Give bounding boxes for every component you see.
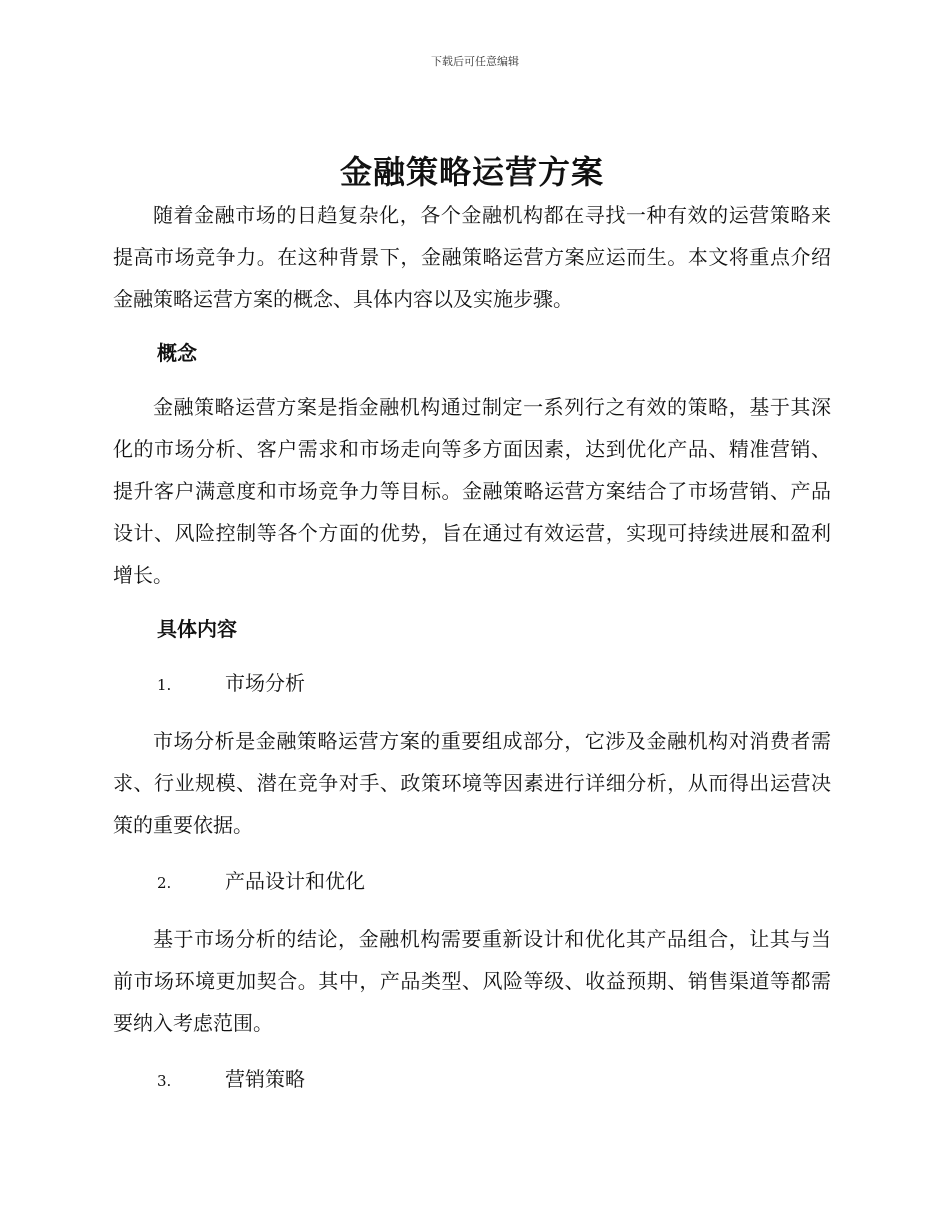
spacer (113, 904, 831, 918)
document-title: 金融策略运营方案 (339, 153, 604, 191)
list-item-market-analysis (113, 662, 831, 706)
spacer (113, 706, 831, 720)
list-item-marketing-strategy (113, 1058, 831, 1102)
list-number: 1. (157, 676, 172, 694)
intro-paragraph: 随着金融市场的日趋复杂化，各个金融机构都在寻找一种有效的运营策略来提高市场竞争力。在这种背景下，金融策略运营方案应运而生。本文将重点介绍金融策略运营方案的概念、具体内容以及实施步骤。 (113, 203, 831, 311)
spacer (113, 374, 831, 386)
spacer (113, 596, 831, 608)
list-number: 2. (157, 874, 172, 892)
header-note: 下载后可任意编辑 (431, 55, 519, 68)
spacer (113, 1044, 831, 1058)
concept-paragraph: 金融策略运营方案是指金融机构通过制定一系列行之有效的策略，基于其深化的市场分析、客户需求和市场走向等多方面因素，达到优化产品、精准营销、提升客户满意度和市场竞争力等目标。金融策略运营方案结合了市场营销、产品设计、风险控制等各个方面的优势，旨在通过有效运营，实现可持续进展和盈利增长。 (113, 395, 831, 587)
list-label: 营销策略 (225, 1067, 305, 1091)
product-design-paragraph: 基于市场分析的结论，金融机构需要重新设计和优化其产品组合，让其与当前市场环境更加契合。其中，产品类型、风险等级、收益预期、销售渠道等都需要纳入考虑范围。 (113, 927, 831, 1035)
list-label: 市场分析 (225, 671, 305, 695)
section-heading-content: 具体内容 (157, 617, 237, 641)
market-analysis-paragraph: 市场分析是金融策略运营方案的重要组成部分，它涉及金融机构对消费者需求、行业规模、潜在竞争对手、政策环境等因素进行详细分析，从而得出运营决策的重要依据。 (113, 729, 831, 837)
list-number: 3. (157, 1072, 172, 1090)
list-label: 产品设计和优化 (225, 869, 365, 893)
spacer (113, 846, 831, 860)
section-heading-concept: 概念 (157, 341, 197, 365)
list-item-product-design (113, 860, 831, 904)
spacer (113, 650, 831, 662)
spacer (113, 320, 831, 332)
document-body (113, 150, 831, 1102)
